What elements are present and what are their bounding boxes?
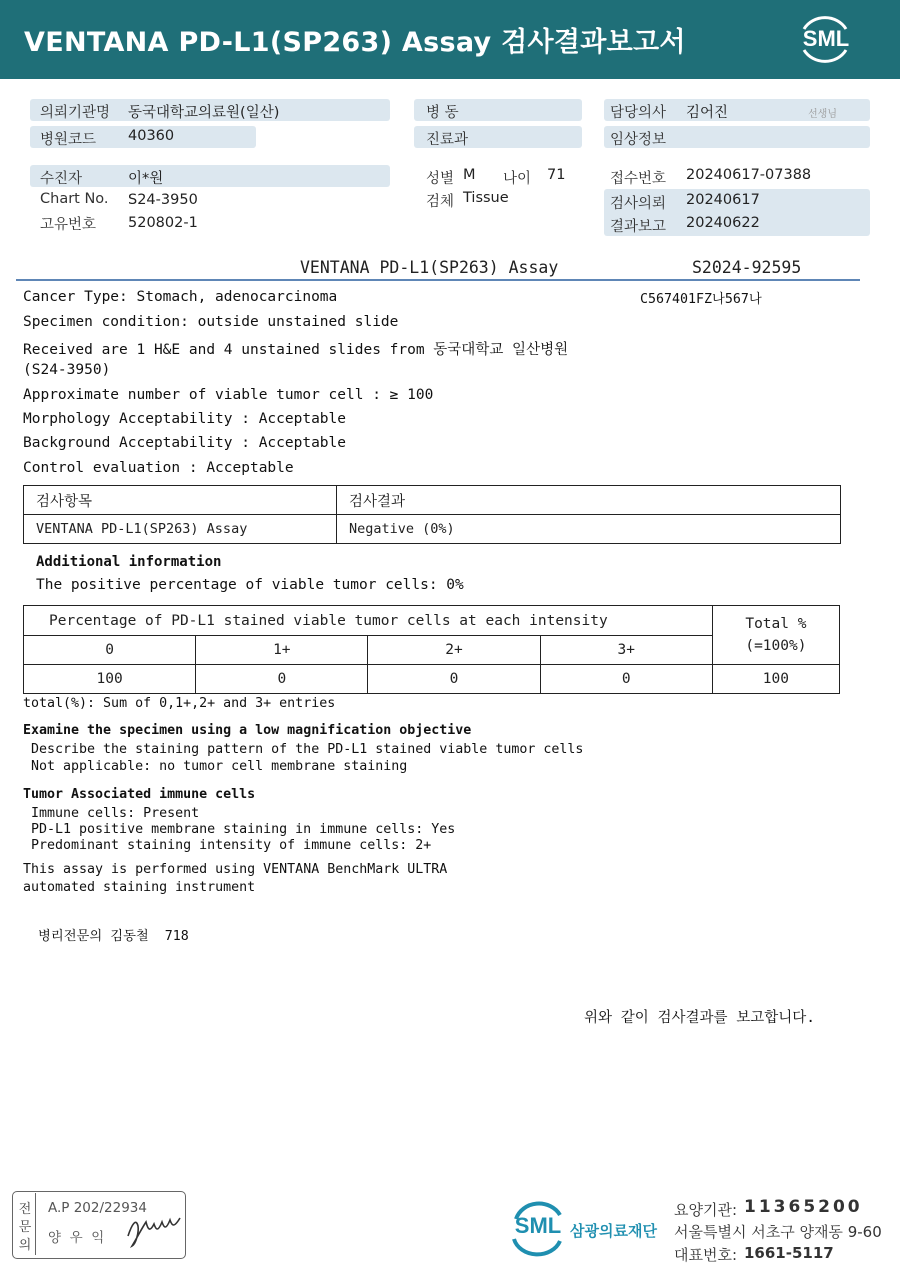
chart-label: Chart No.	[40, 191, 109, 207]
sml-logo-text: SML	[802, 26, 850, 51]
pathologist: 병리전문의 김동철 718	[38, 929, 189, 944]
report-line: (S24-3950)	[23, 362, 111, 378]
additional-title: Additional information	[36, 554, 222, 570]
patient-field	[30, 165, 390, 187]
table-row	[24, 665, 840, 694]
report-line: Approximate number of viable tumor cell : ≥ 100	[23, 387, 434, 403]
patient-value: 이*원	[128, 171, 164, 187]
examine-line: Not applicable: no tumor cell membrane staining	[31, 759, 408, 774]
intensity-table	[23, 605, 840, 694]
stamp-char: 전	[18, 1202, 32, 1217]
age-label: 나이	[503, 171, 532, 187]
report-title: VENTANA PD-L1(SP263) Assay	[300, 258, 559, 277]
age-value: 71	[547, 167, 566, 183]
hospital-value: 동국대학교의료원(일산)	[128, 105, 280, 121]
stamp-char: 의	[18, 1238, 32, 1253]
result-cell-item: VENTANA PD-L1(SP263) Assay	[24, 515, 337, 544]
address: 서울특별시 서초구 양재동 9-60	[674, 1223, 882, 1241]
total-header	[712, 606, 839, 665]
report-line: Morphology Acceptability : Acceptable	[23, 411, 347, 427]
specimen-value: Tissue	[463, 190, 509, 206]
report-number: S2024-92595	[692, 258, 802, 277]
id-value: 520802-1	[128, 215, 198, 231]
additional-text: The positive percentage of viable tumor cells: 0%	[36, 577, 464, 593]
result-header-item: 검사항목	[24, 486, 337, 515]
result-header-result: 검사결과	[337, 486, 841, 515]
intensity-label: 2+	[368, 636, 540, 665]
doctor-label: 담당의사	[610, 105, 667, 121]
report-line: Control evaluation : Acceptable	[23, 460, 294, 476]
doctor-value: 김어진	[686, 105, 729, 121]
intensity-label: 0	[24, 636, 196, 665]
report-date-value: 20240622	[686, 215, 760, 231]
table-row	[24, 515, 841, 544]
title-rule	[16, 279, 860, 281]
sex-label: 성별	[426, 171, 455, 187]
phone-value: 1661-5117	[744, 1244, 834, 1262]
dept-label: 진료과	[426, 132, 469, 148]
report-code: C567401FZ나567나	[640, 292, 762, 307]
result-table	[23, 485, 841, 544]
sml-footer-logo-text: SML	[514, 1213, 562, 1238]
report-line: Background Acceptability : Acceptable	[23, 435, 347, 451]
org-code-value: 11365200	[744, 1197, 863, 1217]
examine-line: Describe the staining pattern of the PD-L1 stained viable tumor cells	[31, 742, 584, 757]
report-line: Received are 1 H&E and 4 unstained slides from 동국대학교 일산병원	[23, 342, 569, 358]
hospital-label: 의뢰기관명	[40, 105, 111, 121]
examine-title: Examine the specimen using a low magnification objective	[23, 723, 472, 738]
immune-line: PD-L1 positive membrane staining in immune cells: Yes	[31, 822, 456, 837]
table-row	[24, 606, 840, 636]
total-value: 100	[712, 665, 839, 694]
phone-label: 대표번호:	[674, 1246, 738, 1264]
stamp-ap: A.P 202/22934	[48, 1200, 147, 1216]
total-note: total(%): Sum of 0,1+,2+ and 3+ entries	[23, 696, 336, 711]
clinical-label: 임상정보	[610, 132, 667, 148]
report-line: Specimen condition: outside unstained slide	[23, 314, 399, 330]
intensity-label: 3+	[540, 636, 712, 665]
id-label: 고유번호	[40, 217, 97, 233]
ward-label: 병 동	[426, 105, 459, 121]
stamp-char: 문	[18, 1220, 32, 1235]
patient-label: 수진자	[40, 171, 83, 187]
intensity-value: 100	[24, 665, 196, 694]
signature-icon	[126, 1206, 182, 1248]
page-title: VENTANA PD-L1(SP263) Assay 검사결과보고서	[24, 27, 686, 58]
chart-value: S24-3950	[128, 192, 198, 208]
report-line: Cancer Type: Stomach, adenocarcinoma	[23, 289, 338, 305]
closing-statement: 위와 같이 검사결과를 보고합니다.	[584, 1010, 816, 1026]
stamp-divider	[35, 1193, 36, 1255]
request-label: 검사의뢰	[610, 196, 667, 212]
hospital-code-value: 40360	[128, 128, 175, 144]
intensity-value: 0	[540, 665, 712, 694]
intensity-label: 1+	[196, 636, 368, 665]
foundation-name: 삼광의료재단	[570, 1222, 657, 1240]
intensity-header: Percentage of PD-L1 stained viable tumor cells at each intensity	[24, 606, 713, 636]
total-header-line2: (=100%)	[745, 638, 807, 654]
assay-line: automated staining instrument	[23, 880, 256, 895]
intensity-value: 0	[368, 665, 540, 694]
sex-value: M	[463, 167, 476, 183]
org-code-label: 요양기관:	[674, 1201, 738, 1219]
request-value: 20240617	[686, 192, 760, 208]
report-date-label: 결과보고	[610, 219, 667, 235]
immune-line: Predominant staining intensity of immune cells: 2+	[31, 838, 432, 853]
total-header-line1: Total %	[745, 616, 807, 632]
receipt-label: 접수번호	[610, 171, 667, 187]
immune-line: Immune cells: Present	[31, 806, 200, 821]
hospital-code-label: 병원코드	[40, 132, 97, 148]
intensity-value: 0	[196, 665, 368, 694]
immune-title: Tumor Associated immune cells	[23, 787, 256, 802]
receipt-value: 20240617-07388	[686, 167, 812, 183]
doctor-suffix: 선생님	[808, 109, 837, 120]
result-cell-result: Negative (0%)	[337, 515, 841, 544]
assay-line: This assay is performed using VENTANA BenchMark ULTRA	[23, 862, 448, 877]
specimen-label: 검체	[426, 194, 455, 210]
stamp-name: 양 우 익	[48, 1230, 105, 1246]
table-row	[24, 486, 841, 515]
